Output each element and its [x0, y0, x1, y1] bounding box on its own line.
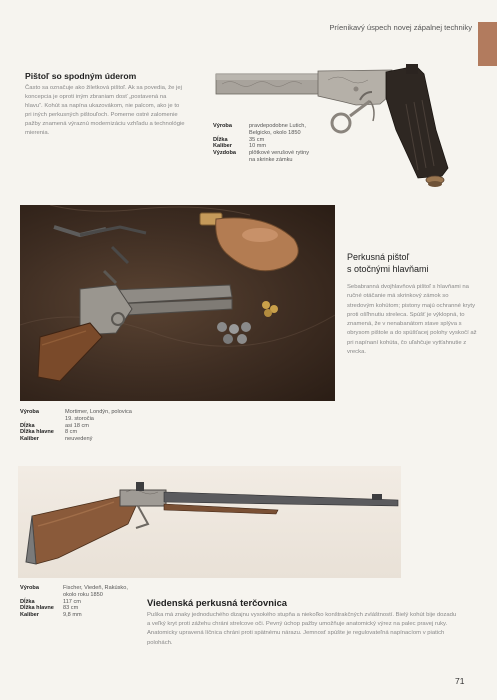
spec-value: 10 mm: [249, 143, 267, 150]
spec-row: [20, 585, 135, 599]
spec-value: 83 cm: [63, 605, 79, 612]
spec-label: Výzdoba: [213, 150, 237, 157]
spec-value: Mortimer, Londýn, polovica 19. storočia: [65, 409, 132, 422]
double-barrel-pistol-illustration: [20, 205, 335, 401]
section2-title-line1: Perkusná pištoľ: [347, 252, 410, 262]
section2-specs: [20, 409, 135, 443]
spec-label: Dĺžka: [20, 598, 35, 605]
section2-title-line2: s otočnými hlavňami: [347, 264, 429, 274]
spec-value: 8 cm: [65, 429, 78, 436]
spec-value: Fischer, Viedeň, Rakúsko, okolo roku 1850: [63, 585, 128, 598]
spec-value: pravdepodobne Lutich, Belgicko, okolo 1850: [249, 123, 306, 136]
spec-label: Dĺžka: [213, 136, 228, 143]
section1-body: Často sa označuje ako žiletková pištoľ. Ak sa povedia, že jej koncepcia je oproti iným zbraniam dosť „postavená na hlavu“. Kohút sa napína ukazovákom, nie palcom, ako je to pri iných perkusných pištouľoch. Pomerne ostré zalomenie pažby znamená výraznú modernizáciu vzhľadu a technológie mierenia.: [25, 85, 185, 137]
fur-background-photo: [20, 205, 335, 401]
spec-row: [20, 409, 135, 423]
spec-label: Kaliber: [213, 143, 232, 150]
section-tab-marker: [478, 22, 497, 66]
section3-specs: [20, 585, 135, 619]
target-rifle-photo: [18, 466, 401, 578]
spec-value: neuvedený: [65, 436, 93, 443]
spec-row: [213, 150, 314, 164]
spec-label: Dĺžka hlavne: [20, 429, 54, 436]
spec-label: Výroba: [20, 409, 39, 415]
spec-row: [213, 143, 314, 150]
spec-row: [213, 123, 314, 137]
spec-value: plôtkové verušové rytiny na skrinke zámku: [249, 150, 310, 163]
powder-flask: [200, 213, 298, 271]
section2-title: [347, 251, 429, 275]
pistol: [38, 271, 232, 381]
rifle-illustration: [18, 466, 401, 578]
running-header: Príenikavý úspech novej zápalnej techniky: [329, 23, 472, 32]
spec-label: Výroba: [20, 585, 39, 591]
section1-specs: [213, 123, 314, 164]
spec-value: 35 cm: [249, 136, 265, 143]
spec-label: Dĺžka hlavne: [20, 605, 54, 612]
spec-label: Výroba: [213, 123, 232, 129]
spec-value: 117 cm: [63, 598, 81, 605]
spec-row: [20, 429, 135, 436]
spec-row: [213, 137, 314, 144]
section1-title: Pištoľ so spodným úderom: [25, 71, 137, 81]
spec-label: Kaliber: [20, 436, 39, 443]
spec-value: asi 18 cm: [65, 422, 89, 429]
spec-label: Kaliber: [20, 612, 39, 619]
tool-pliers: [54, 227, 146, 263]
spec-label: Dĺžka: [20, 422, 35, 429]
section3-body: Puška má znaky jednoduchého dizajnu vysokého stupňa a niekoľko konštrakčných zvláštností. Bielý kohút bije dozadu a veľký kryt proti zážehu chráni strelcove oči. Pevný úchop pažby umožňuje anatomický výrez na palec pravej ruky. Anatomicky upravená líčnica chráni proti spätnému nárazu. Jemnosť spúšte je regulovateľná napínacíom v piatich polohách.: [147, 612, 457, 646]
section2-body: Sebabranná dvojhlavňová pištoľ s hlavňami na ručné otáčanie má skrinkový zámok so stredovým kohútom; pistony majú ochranné kryty proti ošľhnutiu streleca. Spúšť je výklopná, to znamená, že v nenabanátom stave splýva s obrysom pištole a do spúšťacej polohy vyskočí až pri napínaní kohúta, čo uľahčuje vytťahnutie z vrecka.: [347, 284, 477, 356]
spec-row: [20, 605, 135, 612]
spec-row: [20, 436, 135, 443]
spec-value: 9,8 mm: [63, 612, 82, 619]
spec-row: [20, 612, 135, 619]
section3-title: Viedenská perkusná terčovnica: [147, 597, 288, 608]
page-number: 71: [455, 676, 465, 686]
